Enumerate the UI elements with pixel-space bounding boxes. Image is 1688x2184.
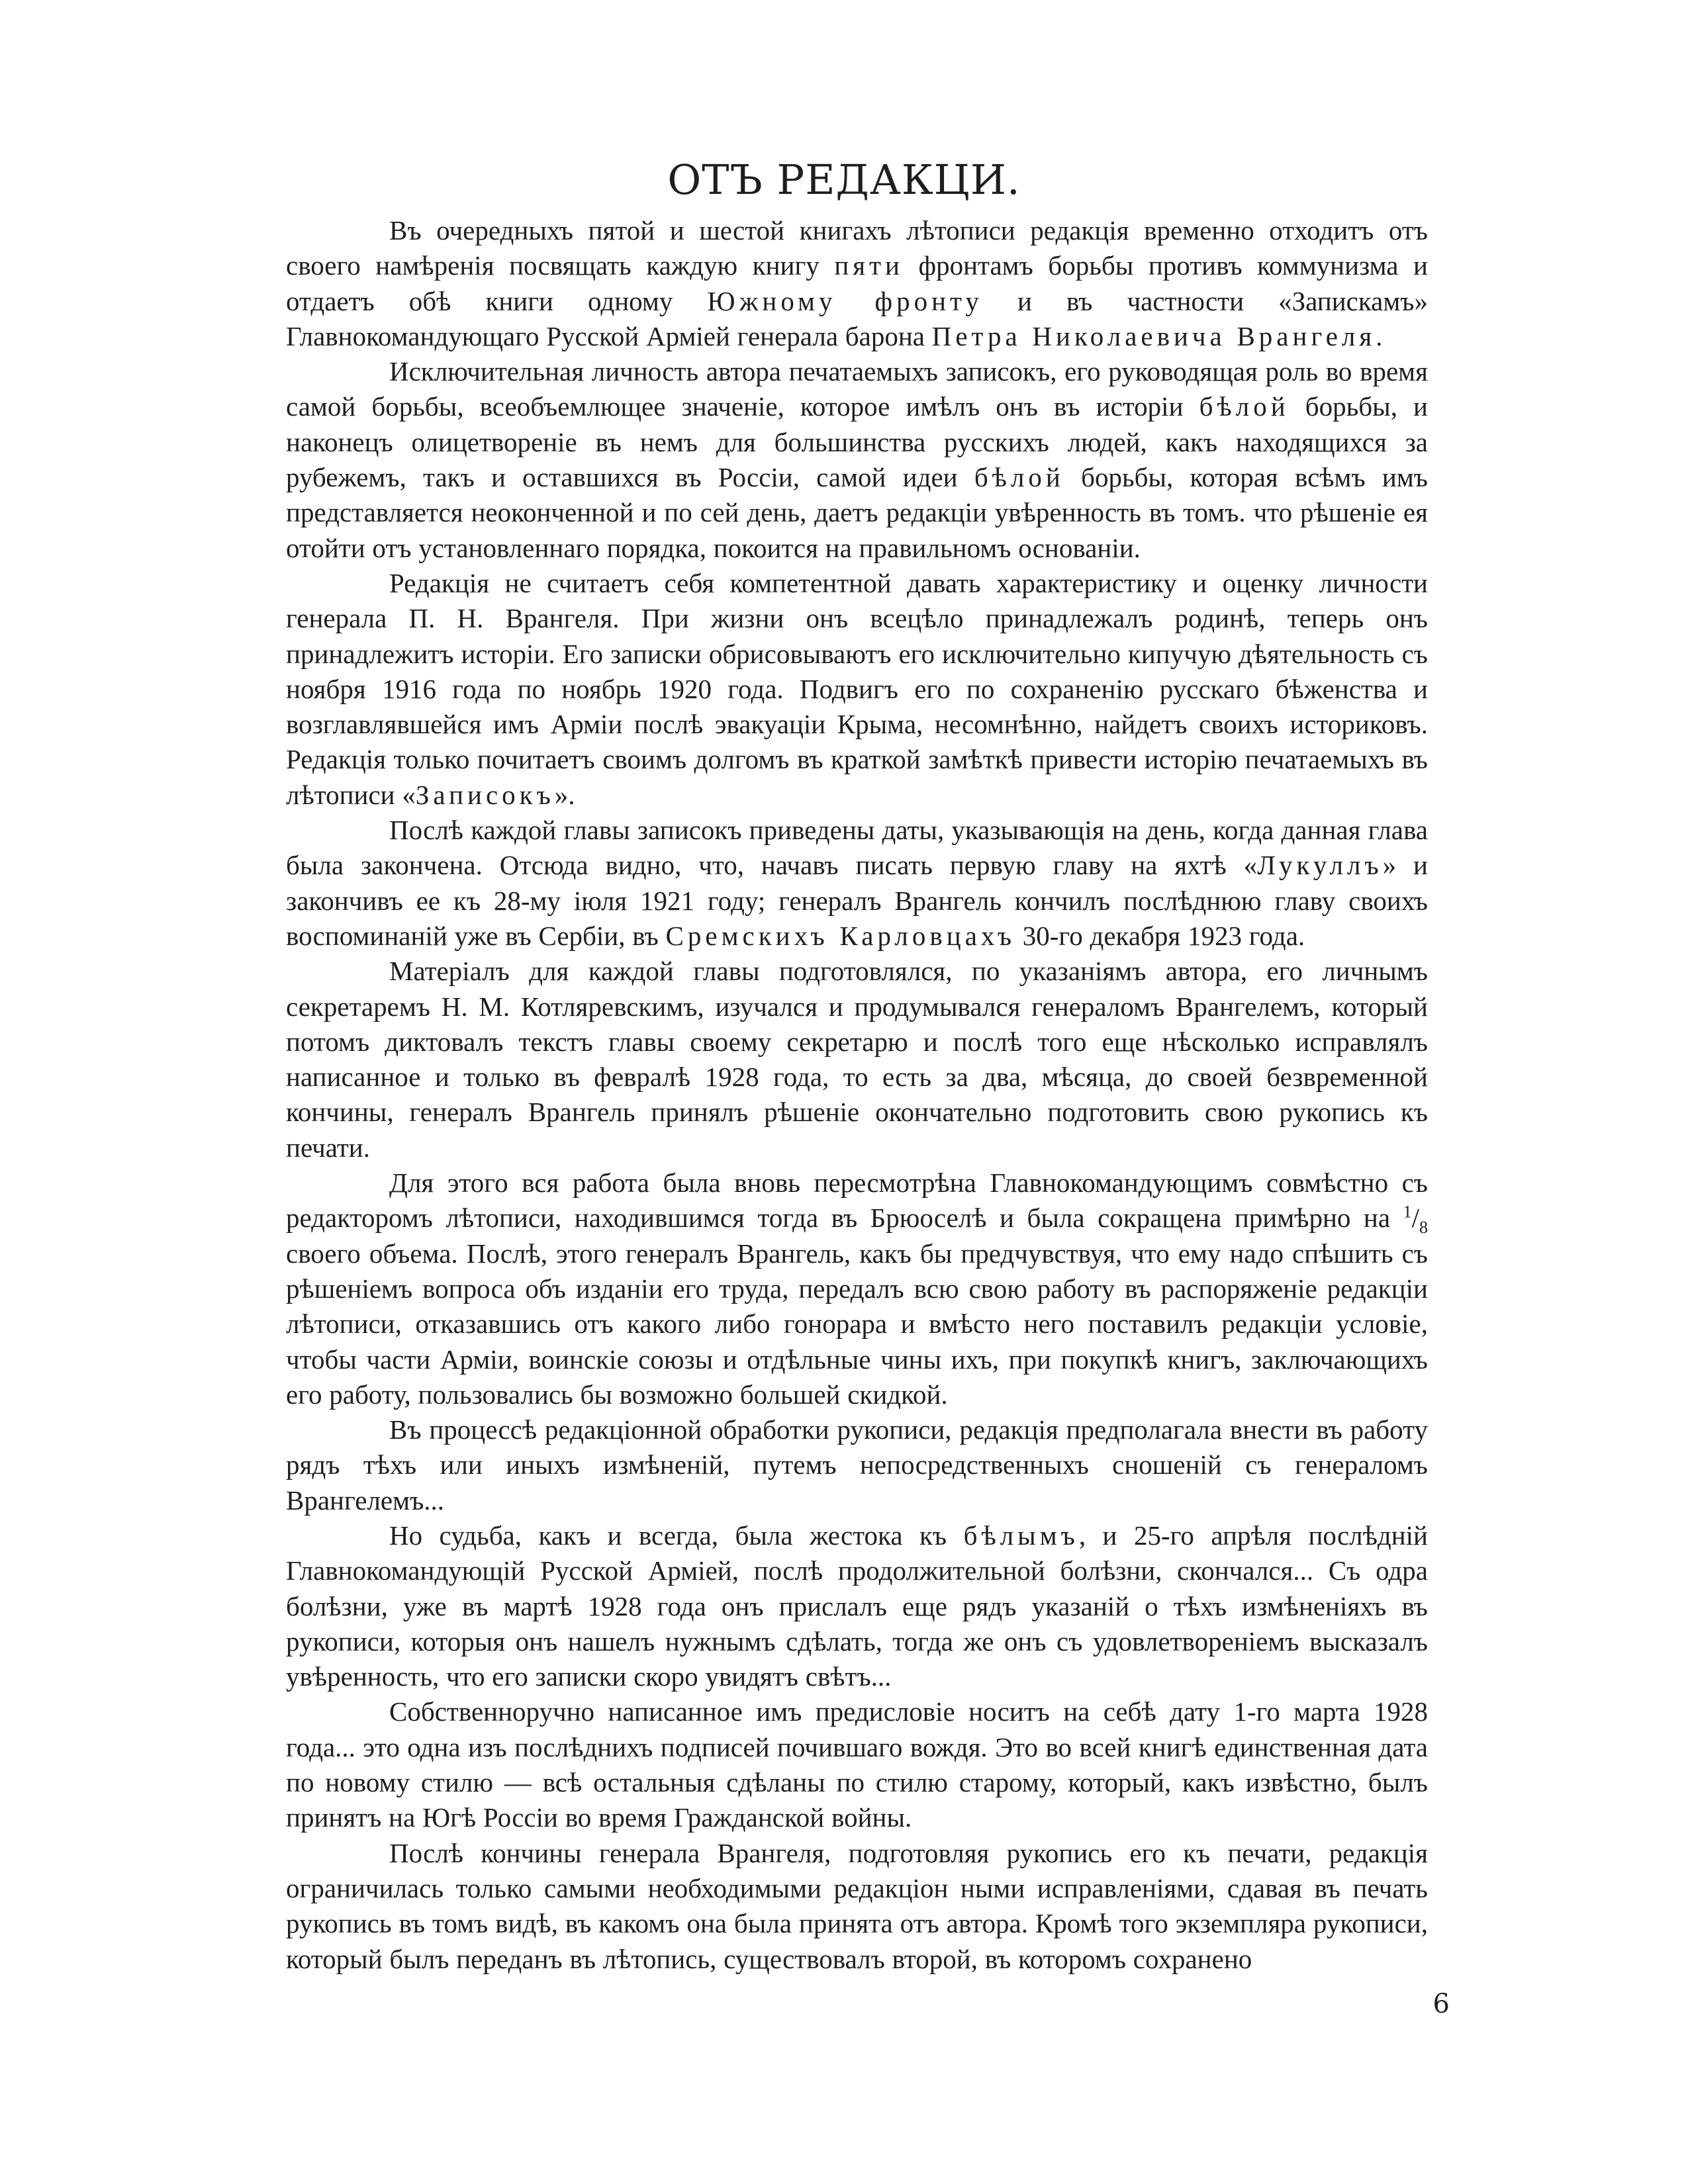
spaced-emphasis-text: бѣлой <box>974 462 1064 493</box>
text-run: борьбы, и наконецъ олицетвореніе въ немъ для большинства русскихъ людей, какъ находящихся за рубежемъ, такъ и оставшихся въ Россіи, самой идеи <box>286 391 1428 493</box>
text-run: Послѣ каждой главы записокъ приведены даты, указывающія на день, когда данная глава была закончена. Отсюда видно, что, начавъ писать первую главу на яхтѣ « <box>286 815 1428 881</box>
text-run: Послѣ кончины генерала Врангеля, подготовляя рукопись его къ печати, редакція ограничилась только самыми необходимыми редакціон ными исправленіями, сдавая въ печать рукопись въ томъ видѣ, въ какомъ она была принята отъ автора. Кромѣ того экземпляра рукописи, который былъ переданъ въ лѣтопись, существовалъ второй, въ которомъ сохранено <box>286 1837 1428 1974</box>
paragraph <box>286 213 1428 354</box>
paragraph <box>286 1518 1428 1694</box>
paragraph <box>286 954 1428 1165</box>
spaced-emphasis-text: Петра Николаевича Врангеля <box>931 320 1376 351</box>
text-run: Матеріалъ для каждой главы подготовлялся, по указаніямъ автора, его личнымъ секретаремъ Н. М. Котляревскимъ, изучался и продумывался генераломъ Врангелемъ, который потомъ диктовалъ текстъ главы своему секретарю и послѣ того еще нѣсколько исправлялъ написанное и только въ февралѣ 1928 года, то есть за два, мѣсяца, до своей безвременной кончины, генералъ Врангель принялъ рѣшеніе окончательно подготовить свою рукопись къ печати. <box>286 956 1428 1163</box>
text-run: своего объема. Послѣ, этого генералъ Врангель, какъ бы предчувствуя, что ему надо спѣшить съ рѣшеніемъ вопроса объ изданіи его труда, передалъ всю свою работу въ распоряженіе редакціи лѣтописи, отказавшись отъ какого либо гонорара и вмѣсто него поставилъ редакціи условіе, чтобы части Арміи, воинскіе союзы и отдѣльные чины ихъ, при покупкѣ книгъ, заключающихъ его работу, пользовались бы возможно большей скидкой. <box>286 1238 1428 1410</box>
text-run: , и 25-го апрѣля послѣдній Главнокомандующій Русской Арміей, послѣ продолжительной болѣзни, скончался... Съ одра болѣзни, уже въ мартѣ 1928 года онъ прислалъ еще рядъ указаній о тѣхъ измѣненіяхъ въ рукописи, которыя онъ нашелъ нужнымъ сдѣлать, тогда же онъ съ удовлетвореніемъ высказалъ увѣренность, что его записки скоро увидятъ свѣтъ... <box>286 1520 1428 1692</box>
text-run: борьбы, которая всѣмъ имъ представляется неоконченной и по сей день, даетъ редакціи увѣренность въ томъ. что рѣшеніе ея отойти отъ установленнаго порядка, покоится на правильномъ основаніи. <box>286 462 1428 563</box>
paragraph <box>286 1836 1428 1977</box>
paragraph <box>286 566 1428 813</box>
paragraph <box>286 1412 1428 1518</box>
spaced-emphasis-text: Лукуллъ <box>1257 850 1383 881</box>
paragraph <box>286 813 1428 954</box>
spaced-emphasis-text: Записокъ <box>415 779 555 810</box>
paragraph <box>286 1694 1428 1835</box>
text-run: Собственноручно написанное имъ предисловіе носитъ на себѣ дату 1-го марта 1928 года... это одна изъ послѣднихъ подписей почившаго вождя. Это во всей книгѣ единственная дата по новому стилю — всѣ остальныя сдѣланы по стилю старому, который, какъ извѣстно, былъ принятъ на Югѣ Россіи во время Гражданской войны. <box>286 1696 1428 1833</box>
body-text <box>286 213 1428 1977</box>
text-run: . <box>1376 320 1383 351</box>
page-number: 6 <box>1432 1989 1450 2019</box>
fraction: $^1/_8$ <box>1403 1202 1428 1238</box>
text-run: фронтамъ борьбы противъ коммунизма и отдаетъ обѣ книги одному <box>286 250 1428 316</box>
text-run: ». <box>554 779 575 810</box>
paragraph <box>286 1165 1428 1412</box>
text-run: 30-го декабря 1923 года. <box>1015 920 1305 951</box>
text-run: Редакція не считаетъ себя компетентной давать характеристику и оценку личности генерала П. Н. Врангеля. При жизни онъ всецѣло принадлежалъ родинѣ, теперь онъ принадлежитъ исторіи. Его записки обрисовываютъ его исключительно кипучую дѣятельность съ ноября 1916 года по ноябрь 1920 года. Подвигъ его по сохраненію русскаго бѣженства и возглавлявшейся имъ Арміи послѣ эвакуаціи Крыма, несомнѣнно, найдетъ своихъ историковъ. Редакція только почитаетъ своимъ долгомъ въ краткой замѣткѣ привести исторію печатаемыхъ въ лѣтописи « <box>286 567 1428 810</box>
text-run: Исключительная личность автора печатаемыхъ записокъ, его руководящая роль во время самой борьбы, всеобъемлющее значеніе, которое имѣлъ онъ въ исторіи <box>286 356 1428 422</box>
text-run: и въ частности «Запискамъ» Главнокомандующаго Русской Арміей генерала барона <box>286 285 1428 351</box>
paragraph <box>286 354 1428 566</box>
spaced-emphasis-text: пяти <box>834 250 904 281</box>
text-run: Но судьба, какъ и всегда, была жестока къ <box>389 1520 964 1551</box>
page-title: ОТЪ РЕДАКЦИ. <box>667 156 1021 204</box>
text-run: Для этого вся работа была вновь пересмотрѣна Главнокомандующимъ совмѣстно съ редакторомъ лѣтописи, находившимся тогда въ Брюоселѣ и была сокращена примѣрно на <box>286 1167 1428 1234</box>
text-run: Въ очередныхъ пятой и шестой книгахъ лѣтописи редакція временно отходитъ отъ своего намѣренія посвящать каждую книгу <box>286 215 1428 281</box>
spaced-emphasis-text: Сремскихъ Карловцахъ <box>665 920 1016 951</box>
spaced-emphasis-text: бѣлымъ <box>963 1520 1079 1551</box>
spaced-emphasis-text: Южному фронту <box>707 285 983 316</box>
spaced-emphasis-text: бѣлой <box>1199 391 1289 422</box>
text-run: » и закончивъ ее къ 28-му іюля 1921 году; генералъ Врангель кончилъ послѣднюю главу своихъ воспоминаній уже въ Сербіи, въ <box>286 850 1428 951</box>
text-run: Въ процессѣ редакціонной обработки рукописи, редакція предполагала внести въ работу рядъ тѣхъ или иныхъ измѣненій, путемъ непосредственныхъ сношеній съ генераломъ Врангелемъ... <box>286 1414 1428 1516</box>
